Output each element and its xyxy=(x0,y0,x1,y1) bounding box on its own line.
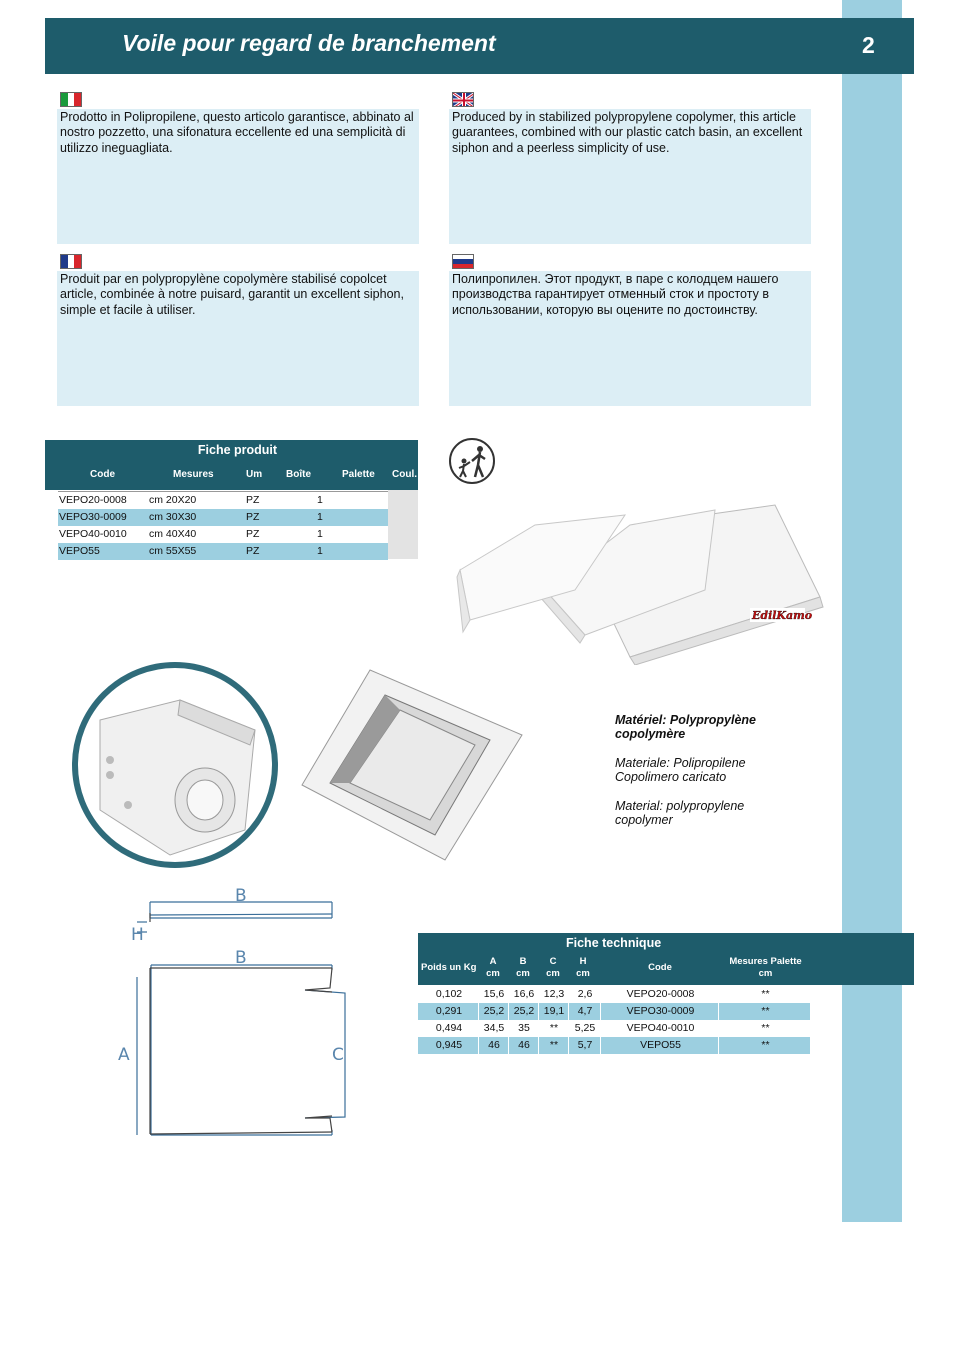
row-b: 25,2 xyxy=(513,1005,535,1017)
dim-label-a: A xyxy=(118,1045,130,1065)
grate-photo xyxy=(300,665,525,865)
material-fr-line2: copolymère xyxy=(615,727,686,741)
row-c: 19,1 xyxy=(543,1005,565,1017)
row-um: PZ xyxy=(246,511,260,523)
table-row xyxy=(58,492,388,509)
product-photo xyxy=(455,495,840,665)
italian-flag-icon xyxy=(60,92,82,107)
table-row xyxy=(418,1037,810,1054)
row-boite: 1 xyxy=(317,494,323,506)
description-italian: Prodotto in Polipropilene, questo articolo garantisce, abbinato al nostro pozzetto, una sifonatura eccellente ed una semplicità di utilizzo ineguagliata. xyxy=(57,109,419,244)
row-um: PZ xyxy=(246,528,260,540)
row-code: VEPO30-0009 xyxy=(59,511,127,523)
table-row xyxy=(58,543,388,560)
material-it-line1: Materiale: Polipropilene xyxy=(615,756,746,770)
dim-label-h: H xyxy=(131,925,144,945)
fiche-produit-header xyxy=(45,440,418,490)
table-row xyxy=(418,986,810,1003)
row-code: VEPO30-0009 xyxy=(626,1005,695,1017)
row-mesures: cm 30X30 xyxy=(149,511,197,523)
table-row xyxy=(58,509,388,526)
description-english: Produced by in stabilized polypropylene copolymer, this article guarantees, combined with our plastic catch basin, an excellent siphon and a peerless simplicity of use. xyxy=(449,109,811,244)
child-safety-icon xyxy=(447,437,499,487)
fiche-technique-title: Fiche technique xyxy=(566,936,662,950)
material-en-line1: Material: polypropylene xyxy=(615,799,745,813)
row-c: ** xyxy=(549,1022,559,1034)
row-code: VEPO40-0010 xyxy=(626,1022,695,1034)
col-b: B cm xyxy=(516,956,530,979)
row-poids: 0,945 xyxy=(435,1039,463,1051)
row-mesures: cm 55X55 xyxy=(149,545,197,557)
russian-flag-icon xyxy=(452,254,474,269)
row-poids: 0,102 xyxy=(435,988,463,1000)
row-a: 34,5 xyxy=(483,1022,505,1034)
page-number-box xyxy=(842,18,914,74)
row-palette: ** xyxy=(761,988,770,1000)
dim-label-c: C xyxy=(332,1045,344,1065)
row-h: 2,6 xyxy=(577,988,593,1000)
row-boite: 1 xyxy=(317,545,323,557)
side-strip xyxy=(842,0,902,1222)
row-poids: 0,494 xyxy=(435,1022,463,1034)
row-palette: ** xyxy=(761,1039,770,1051)
table-row xyxy=(418,1020,810,1037)
col-code: Code xyxy=(648,962,672,973)
material-en-line2: copolymer xyxy=(615,813,673,827)
row-c: ** xyxy=(549,1039,559,1051)
col-h: H cm xyxy=(576,956,590,979)
row-um: PZ xyxy=(246,494,260,506)
uk-flag-icon xyxy=(452,92,474,107)
row-code: VEPO40-0010 xyxy=(59,528,127,540)
row-um: PZ xyxy=(246,545,260,557)
description-russian: Полипропилен. Этот продукт, в паре с колодцем нашего производства гарантирует отменный сток и простоту в использовании, которую вы оцените по достоинству. xyxy=(449,271,811,406)
row-code: VEPO55 xyxy=(59,545,100,557)
coul-column-shade xyxy=(388,490,418,559)
fiche-produit-title: Fiche produit xyxy=(197,443,278,457)
row-code: VEPO20-0008 xyxy=(59,494,127,506)
row-b: 35 xyxy=(518,1022,530,1034)
row-b: 46 xyxy=(518,1039,530,1051)
row-palette: ** xyxy=(761,1005,770,1017)
col-a: A cm xyxy=(486,956,500,979)
row-boite: 1 xyxy=(317,528,323,540)
row-a: 25,2 xyxy=(483,1005,505,1017)
col-mesures-palette: Mesures Palette cm xyxy=(729,956,802,979)
col-boite: Boîte xyxy=(286,469,311,480)
col-um: Um xyxy=(246,469,263,480)
french-flag-icon xyxy=(60,254,82,269)
row-c: 12,3 xyxy=(543,988,565,1000)
svg-text:EdilKamo: EdilKamo xyxy=(752,609,813,622)
row-palette: ** xyxy=(761,1022,770,1034)
fiche-technique-header xyxy=(418,933,914,985)
material-fr-line1: Matériel: Polypropylène xyxy=(615,713,757,727)
row-code: VEPO20-0008 xyxy=(626,988,695,1000)
page-number: 2 xyxy=(862,32,875,58)
row-boite: 1 xyxy=(317,511,323,523)
col-poids: Poids un Kg xyxy=(421,962,477,973)
row-h: 5,25 xyxy=(574,1022,596,1034)
col-code: Code xyxy=(90,469,115,480)
row-poids: 0,291 xyxy=(435,1005,463,1017)
technical-drawing xyxy=(115,880,355,1140)
description-french: Produit par en polypropylène copolymère stabilisé copolcet article, combinée à notre puisard, garantit un excellent siphon, simple et facile à utiliser. xyxy=(57,271,419,406)
row-code: VEPO55 xyxy=(640,1039,681,1051)
row-mesures: cm 20X20 xyxy=(149,494,197,506)
row-mesures: cm 40X40 xyxy=(149,528,197,540)
row-a: 46 xyxy=(488,1039,500,1051)
table-row xyxy=(418,1003,810,1020)
col-coul: Coul. xyxy=(392,469,417,480)
page-title: Voile pour regard de branchement xyxy=(122,30,496,56)
col-c: C cm xyxy=(546,956,560,979)
brand-logo xyxy=(750,608,812,622)
row-b: 16,6 xyxy=(513,988,535,1000)
dim-label-b-top: B xyxy=(235,886,247,906)
material-it-line2: Copolimero caricato xyxy=(615,770,727,784)
dim-label-b: B xyxy=(235,948,247,968)
col-palette: Palette xyxy=(342,469,375,480)
catch-basin-photo xyxy=(60,660,290,870)
row-a: 15,6 xyxy=(483,988,505,1000)
row-h: 4,7 xyxy=(577,1005,593,1017)
table-row xyxy=(58,526,388,543)
col-mesures: Mesures xyxy=(173,469,214,480)
row-h: 5,7 xyxy=(577,1039,593,1051)
